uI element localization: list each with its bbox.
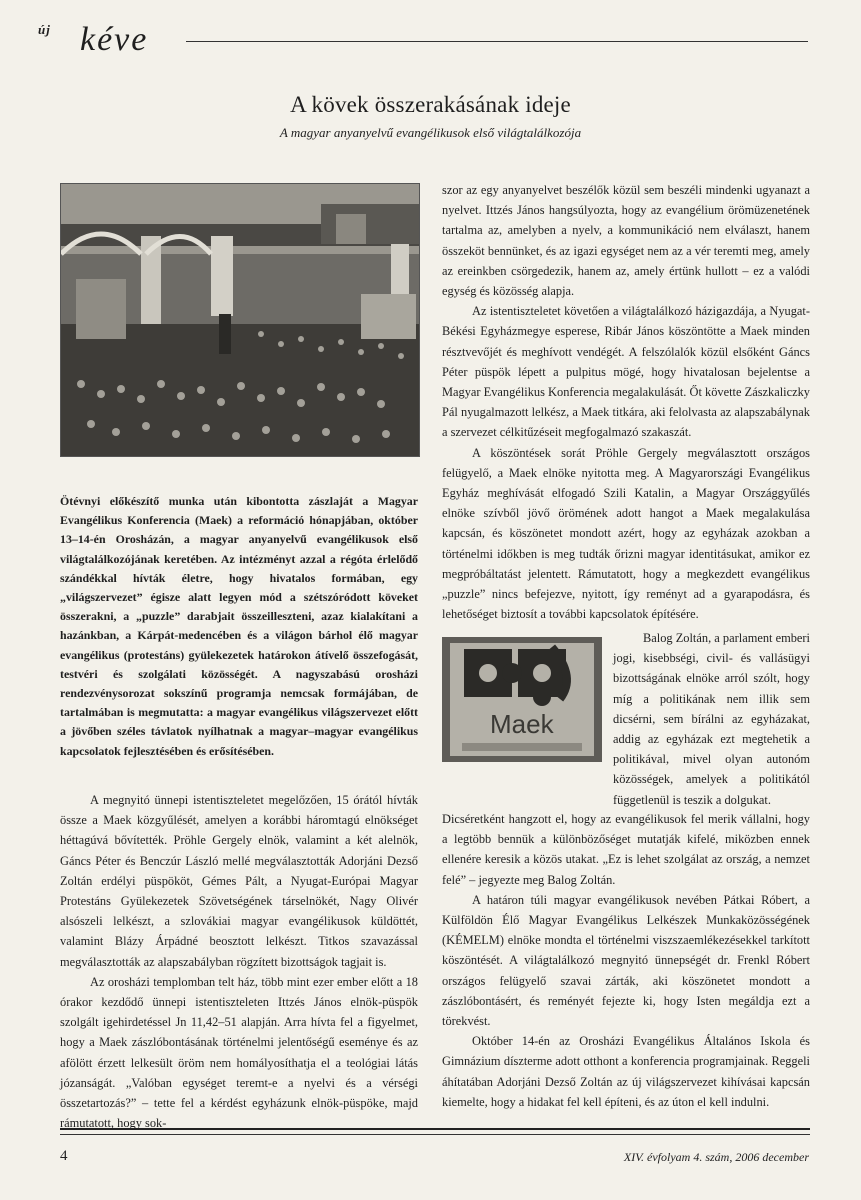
paragraph-october-14: Október 14-én az Orosházi Evangélikus Általános Iskola és Gimnázium díszterme adott otthont a konferencia programjainak. Reggeli áhítatában Adorjáni Dezső Zoltán az új világszervezet kihívásai kapcsán kiemelte, hogy a hidakat fel kell építeni, és az úton el kell indulni. — [442, 1034, 810, 1109]
lead-paragraph — [60, 492, 418, 761]
article-title: A kövek összerakásának ideje — [290, 92, 571, 117]
footer-rule-thin — [60, 1134, 810, 1135]
left-column-body — [60, 790, 418, 1133]
page-number: 4 — [60, 1148, 68, 1164]
masthead-logo: kéve — [80, 21, 149, 58]
paragraph-welcome: Az istentiszteletet követően a világtalálkozó házigazdája, a Nyugat-Békési Egyházmegye esperese, Ribár János köszöntötte a Maek minden résztvevőjét és meghívott vendégét. A felszólalók közül elsőként Gáncs Péter püspök lépett a pulpitus mögé, hogy hivatalosan bejelentse a Magyar Evangélikus Konferencia megalakulását. Őt követte Zászkaliczky Pál nyugalmazott lelkész, a Maek titkára, aki felolvasta az alapszabálynak a szervezet célkitűzéseit megfogalmazó szakaszát. — [442, 304, 810, 440]
right-column-top — [442, 180, 810, 624]
paragraph-balog: Balog Zoltán, a parlament emberi jogi, kisebbségi, civil- és vallásügyi bizottságának elnöke arról szólt, hogy míg a politikának nem illik sem dicsérni, sem bírálni az egyházakat, addig az egyházak ezt megtehetik a politikával, mivel olyan autonóm közösségek, amelyek a politikától függetlenül is teszik a dolgukat. — [613, 631, 810, 807]
paragraph-abroad: A határon túli magyar evangélikusok nevében Pátkai Róbert, a Külföldön Élő Magyar Evangélikus Lelkészek Munkaközösségének (KÉMELM) elnöke mondta el történelmi viszszaemlékezésekkel tarkított köszöntését. A világtalálkozó megnyitó ünnepségét dr. Frenkl Róbert országos felügyelő szavai zárták, aki köszönetet mondott a zászlóbontásért, és reményét fejezte ki, hogy Isten megáldja ezt a törekvést. — [442, 892, 810, 1029]
footer-rule-thick — [60, 1128, 810, 1130]
paragraph-continuation: szor az egy anyanyelvet beszélők közül sem beszéli mindenki ugyanazt a nyelvet. Ittzés János hangsúlyozta, hogy az evangélium örömüzenetének tartalma az, amelyben a nyelv, a kommunikáció nem elválaszt, hanem összeköt bennünket, és az igazi egységet nem az a vér teremti meg, amely az ereinkben csörgedezik, hanem az, amely értünk hullott – ez a valódi egység és közösség alapja. — [442, 183, 810, 299]
right-column-bottom — [442, 809, 810, 1112]
paragraph-balog-continuation: Dicséretként hangzott el, hogy az evangélikusok fel merik vállalni, hogy a legtöbb bennük a különbözőséget mutatják kifelé, miközben ennek ellenére keresik a közös utakat. „Ez is lehet szolgálat az ország, a nemzet felé” – jegyezte meg Balog Zoltán. — [442, 812, 810, 887]
maek-logo-text: Maek — [490, 709, 554, 739]
maek-logo-drawing — [442, 637, 602, 762]
article-subtitle: A magyar anyanyelvű evangélikusok első világtalálkozója — [279, 125, 582, 140]
issue-info: XIV. évfolyam 4. szám, 2006 december — [623, 1150, 809, 1164]
masthead — [38, 18, 808, 58]
masthead-rule — [186, 41, 808, 42]
maek-logo-photo — [442, 637, 602, 762]
church-photo-drawing — [61, 184, 419, 456]
masthead-prefix: új — [38, 22, 51, 37]
paragraph-greetings: A köszöntések sorát Pröhle Gergely megválasztott országos felügyelő, a Maek elnöke nyitotta meg. A Magyarországi Evangélikus Egyház meghívását elfogadó Szili Katalin, a Magyar Országgyűlés elnöke szívből jövő örömének adott hangot a Maek megalakulása kapcsán, és köszönetet mondott azért, hogy az egyházak azokban a történelmi időkben is meg tudták őrizni magyar identitásukat, amikor ez megpróbáltatást jelentett. Rámutatott, hogy a megkezdett evangélikus „puzzle” nincs befejezve, nyitott, így reményt ad a gyarapodásra, és lehetőséget biztosít a további kapcsolatok építésére. — [442, 445, 810, 622]
paragraph-service: Az orosházi templomban telt ház, több mint ezer ember előtt a 18 órakor kezdődő ünnepi istentiszteleten Ittzés János elnök-püspök szolgált igehirdetéssel Jn 11,42–51 alapján. Arra hívta fel a figyelmet, hogy a Maek zászlóbontásának történelmi jelentőségű eseménye és az afölött érzett lelkesült öröm nem homályosíthatja el a teológiai látás józanságát. „Valóban egységet teremt-e a nyelvi és a vérségi összetartozás?” – tette fel a kérdést egyházunk elnök-püspöke, majd rámutatott, hogy sok- — [60, 974, 418, 1131]
church-interior-photo — [60, 183, 420, 457]
paragraph-assembly: A megnyitó ünnepi istentiszteletet megelőzően, 15 órától hívták össze a Maek közgyűlését, amelyen a korábbi háromtagú elnökséget héttagúvá bővítették. Pröhle Gergely elnök, valamint a két alelnök, Gáncs Péter és Benczúr László mellé megválasztották Adorjáni Dezső Zoltán erdélyi püspököt, Gémes Pált, a Nyugat-Európai Magyar Protestáns Gyülekezetek Szövetségének társelnökét, Nagy Olivér alsószeli lelkészt, a szlovákiai magyar evangélikusok küldöttét, valamint Blázy Árpádné beosztott lelkészt. Titkos szavazással megválasztották az alapszabályban rögzített bizottságok tagjait is. — [60, 793, 418, 969]
lead-text: Ötévnyi előkészítő munka után kibontotta zászlaját a Magyar Evangélikus Konferencia (Maek) a reformáció hónapjában, október 13–14-én Orosházán, a magyar anyanyelvű evangélikusok első világtalálkozójának keretében. Az intézményt azzal a régóta érlelődő szándékkal hívták életre, hogy hivatalos formában, egy „világszervezet” égisze alatt legyen mód a szétszóródott köveket összerakni, a „puzzle” darabjait összeilleszteni, azaz kialakítani a hazánkban, a Kárpát-medencében és a világon bárhol élő magyar evangélikus (protestáns) gyülekezetek határokon átívelő összefogását, testvéri és szolgálati közösségét. A nagyszabású orosházi rendezvénysorozat sokszínű programja nemcsak formájában, de tartalmában is megmutatta: a magyar evangélikus világszervezet előtt a jövőben széles távlatok nyílhatnak a magyar–magyar evangélikus kapcsolatok fejlesztésében és erősítésében. — [60, 494, 418, 758]
right-column-beside-logo — [613, 628, 810, 810]
